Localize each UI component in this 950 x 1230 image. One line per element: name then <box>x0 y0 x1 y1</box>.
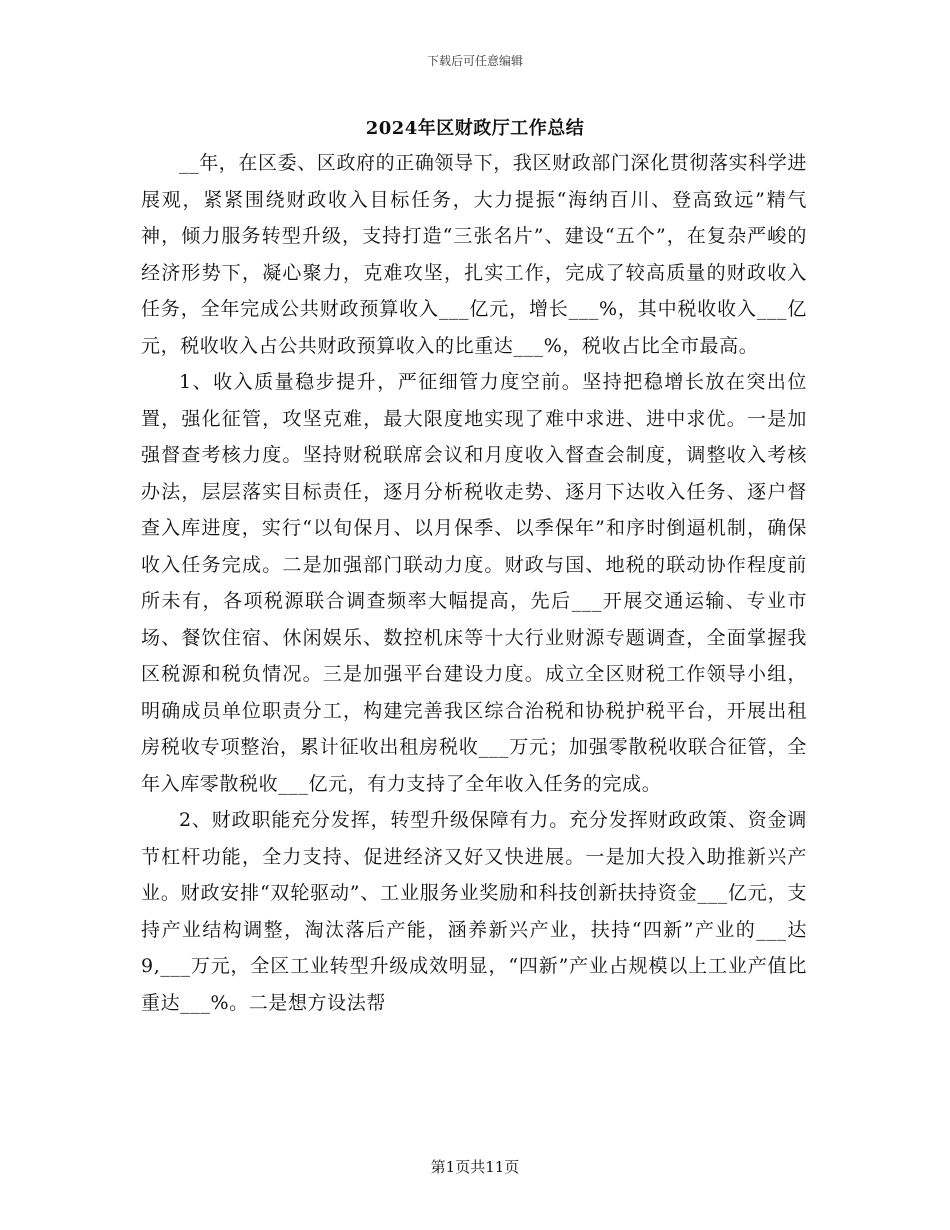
paragraph-intro: __年，在区委、区政府的正确领导下，我区财政部门深化贯彻落实科学进展观，紧紧围绕财政收入目标任务，大力提振“海纳百川、登高致远”精气神，倾力服务转型升级，支持打造“三张名片”、建设“五个”，在复杂严峻的经济形势下，凝心聚力，克难攻坚，扎实工作，完成了较高质量的财政收入任务，全年完成公共财政预算收入___亿元，增长___%，其中税收收入___亿元，税收收入占公共财政预算收入的比重达___%，税收占比全市最高。 <box>141 152 807 357</box>
document-title: 2024年区财政厅工作总结 <box>365 118 585 139</box>
header-note: 下载后可任意编辑 <box>426 54 523 68</box>
paragraph-section-2: 2、财政职能充分发挥，转型升级保障有力。充分发挥财政政策、资金调节杠杆功能，全力支持、促进经济又好又快进展。一是加大投入助推新兴产业。财政安排“双轮驱动”、工业服务业奖励和科技创新扶持资金___亿元，支持产业结构调整，淘汰落后产能，涵养新兴产业，扶持“四新”产业的___达9,___万元，全区工业转型升级成效明显，“四新”产业占规模以上工业产值比重达___%。二是想方设法帮 <box>141 809 807 1014</box>
document-body <box>141 145 807 1021</box>
paragraph-section-1: 1、收入质量稳步提升，严征细管力度空前。坚持把稳增长放在突出位置，强化征管，攻坚克难，最大限度地实现了难中求进、进中求优。一是加强督查考核力度。坚持财税联席会议和月度收入督查会制度，调整收入考核办法，层层落实目标责任，逐月分析税收走势、逐月下达收入任务、逐户督查入库进度，实行“以旬保月、以月保季、以季保年”和序时倒逼机制，确保收入任务完成。二是加强部门联动力度。财政与国、地税的联动协作程度前所未有，各项税源联合调查频率大幅提高，先后___开展交通运输、专业市场、餐饮住宿、休闲娱乐、数控机床等十大行业财源专题调查，全面掌握我区税源和税负情况。三是加强平台建设力度。成立全区财税工作领导小组，明确成员单位职责分工，构建完善我区综合治税和协税护税平台，开展出租房税收专项整治，累计征收出租房税收___万元；加强零散税收联合征管，全年入库零散税收___亿元，有力支持了全年收入任务的完成。 <box>141 371 807 795</box>
page-footer: 第1页共11页 <box>430 1158 520 1176</box>
